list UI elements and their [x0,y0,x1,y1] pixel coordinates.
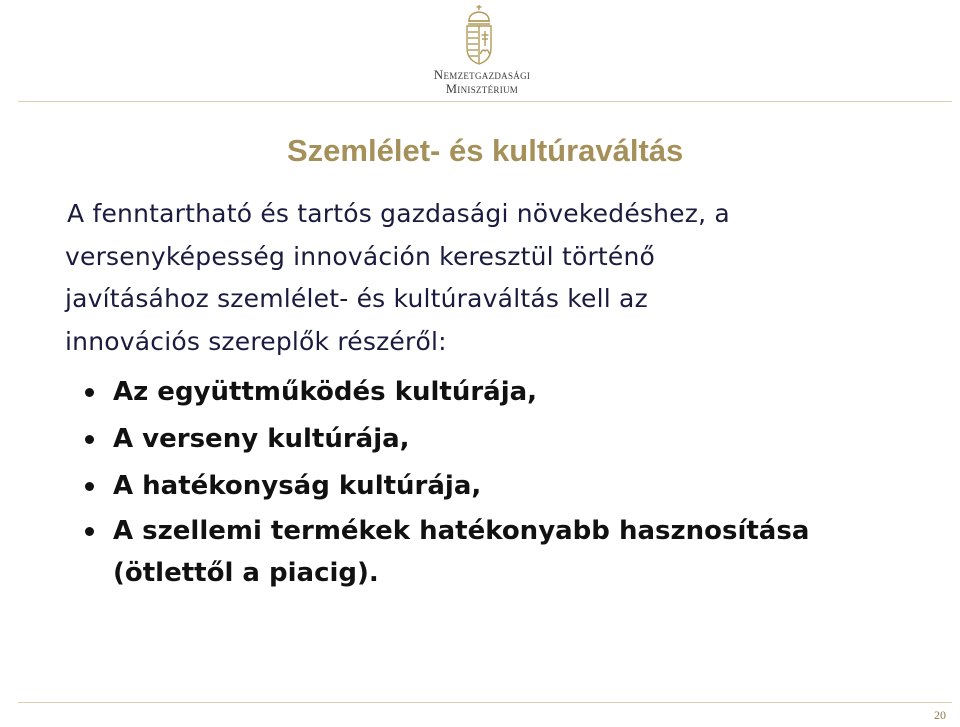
intro-line: innovációs szereplők részéről: [65,326,447,356]
list-item [65,369,945,416]
footer-divider [18,702,952,703]
bullet-text: A verseny kultúrája, [113,424,410,454]
bullet-text: Az együttműködés kultúrája, [113,377,538,407]
intro-line: A fenntartható és tartós gazdasági növekedéshez, a [67,199,730,228]
page-number: 20 [934,708,946,722]
bullet-text: A szellemi termékek hatékonyabb hasznosítása [113,516,810,546]
bullet-icon [85,388,94,397]
bullet-icon [85,482,94,491]
hungarian-coat-of-arms-icon [464,4,494,66]
slide-body [65,193,945,594]
ministry-name-line1: Nemzetgazdasági [433,67,531,82]
bullet-list [65,369,945,594]
bullet-icon [85,527,94,536]
list-item [65,463,945,510]
bullet-text-continuation: (ötlettől a piacig). [113,558,379,588]
intro-paragraph [65,193,945,363]
list-item [65,510,945,594]
header-divider [18,101,952,102]
list-item [65,416,945,463]
ministry-name-line2: Minisztérium [445,82,519,96]
bullet-icon [85,435,94,444]
intro-line: javításához szemlélet- és kultúraváltás kell az [65,284,648,313]
intro-line: versenyképesség innováción keresztül történő [65,241,656,271]
bullet-text: A hatékonyság kultúrája, [113,471,482,501]
ministry-logo-text [427,67,537,97]
slide-title: Szemlélet- és kultúraváltás [287,133,684,168]
